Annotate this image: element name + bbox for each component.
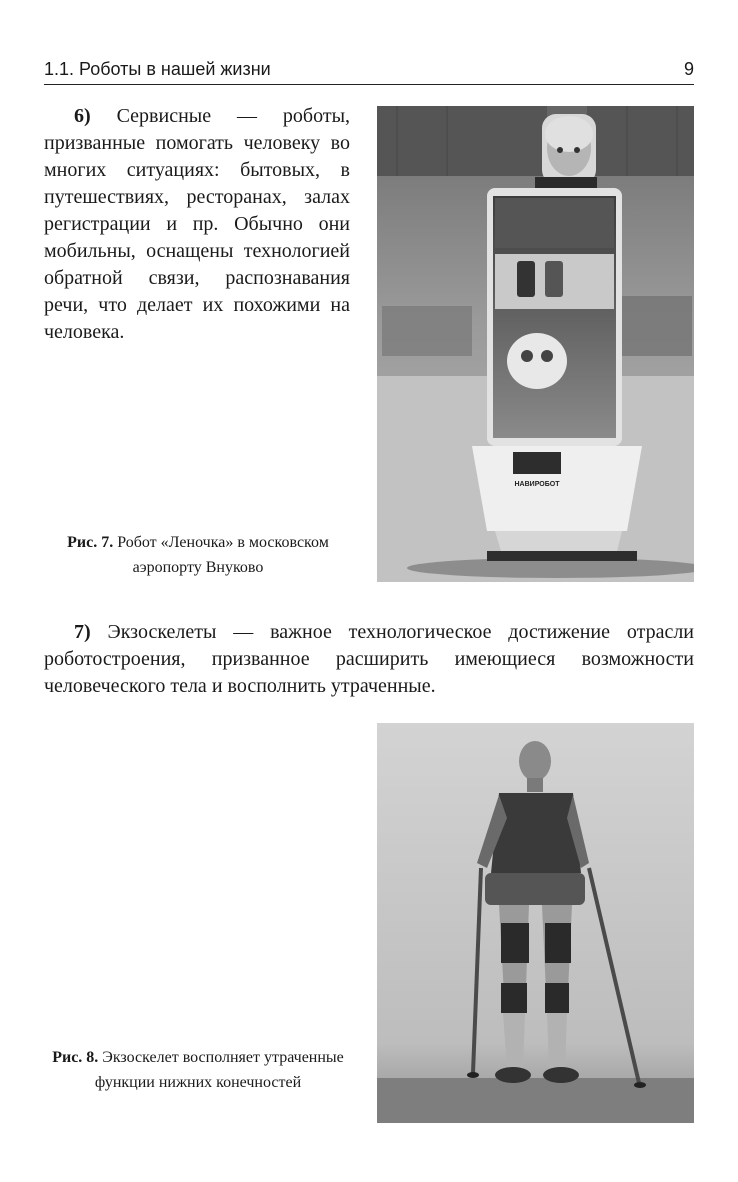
robot-logo-text: НАВИРОБОТ [514, 481, 560, 488]
figure-8-label: Рис. 8. [52, 1049, 99, 1066]
figure-8-caption [50, 1045, 346, 1095]
figure-7-caption [50, 530, 346, 580]
paragraph-text: Экзоскелеты — важное технологическое достижение отрасли роботостроения, призванное расширить имеющиеся возможности человеческого тела и восполнить утраченные. [44, 621, 695, 697]
list-number: 7) [74, 621, 91, 643]
figure-7-caption-text: Робот «Леночка» в московском аэропорту Внуково [117, 534, 329, 576]
paragraph-text: Сервисные — роботы, призванные помогать человеку во многих ситуациях: бытовых, в путешествиях, ресторанах, залах регистрации и пр. Обычно они мобильны, оснащены технологией обратной связи, распознавания речи, что делает их похожими на человека. [44, 105, 351, 343]
figure-exoskeleton [377, 723, 694, 1123]
figure-robot-lenochka [377, 106, 694, 582]
robot-photo [377, 106, 694, 582]
running-header [44, 56, 694, 85]
figure-8-caption-text: Экзоскелет восполняет утраченные функции нижних конечностей [94, 1049, 344, 1091]
paragraph-service-robots [44, 103, 350, 346]
list-number: 6) [74, 105, 91, 127]
figure-7-label: Рис. 7. [67, 534, 114, 551]
exoskeleton-photo [377, 723, 694, 1123]
section-title: 1.1. Роботы в нашей жизни [44, 59, 271, 79]
paragraph-exoskeletons [44, 619, 694, 700]
page-number: 9 [683, 59, 694, 79]
